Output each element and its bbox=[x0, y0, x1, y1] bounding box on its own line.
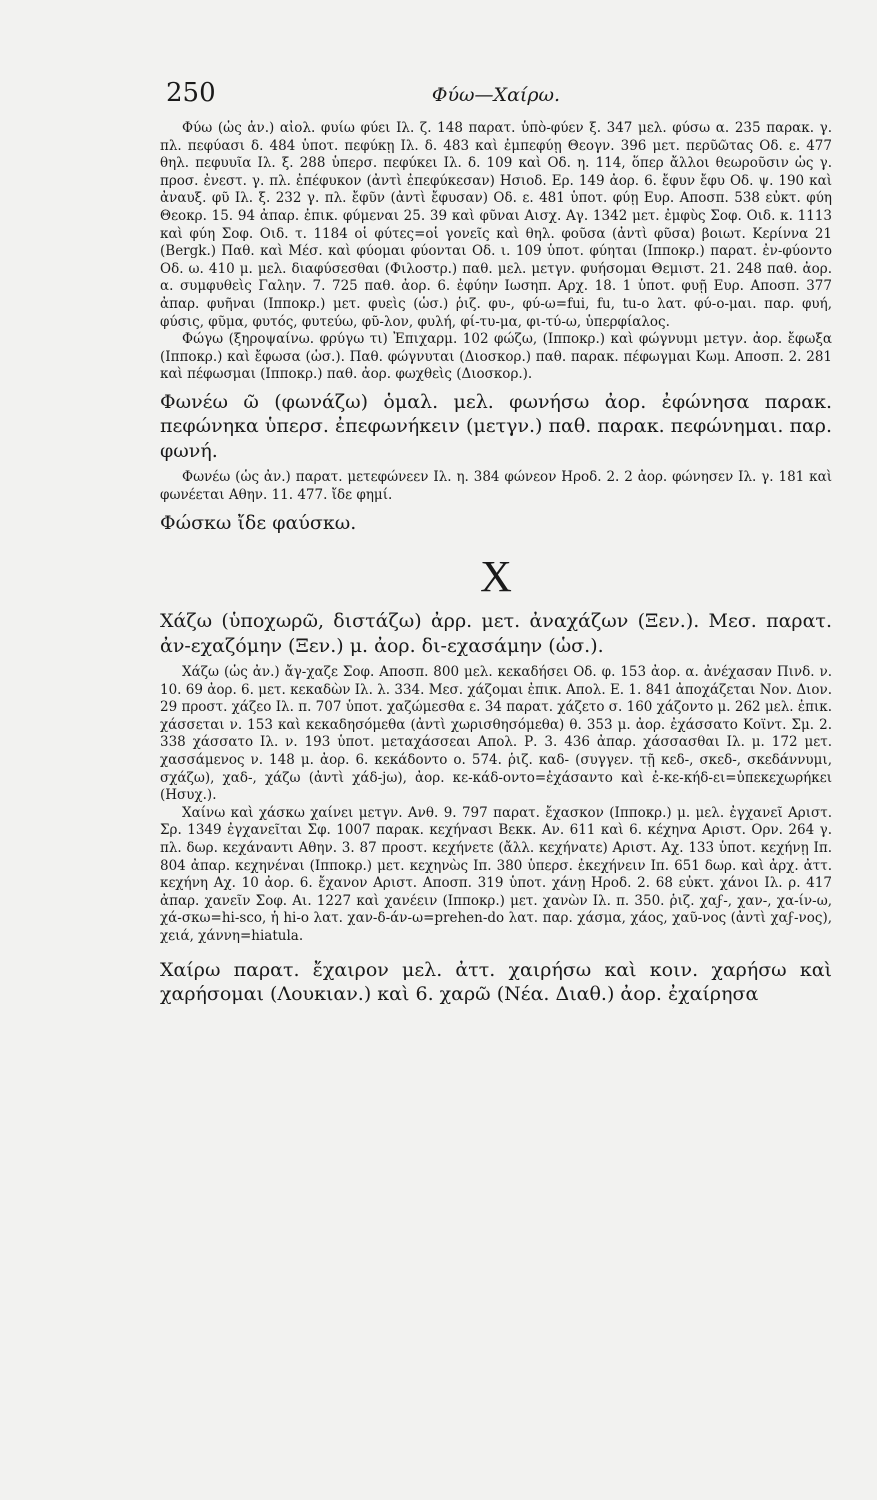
page-content bbox=[160, 78, 832, 1013]
running-head: Φύω—Χαίρω. bbox=[431, 84, 561, 106]
entry-chaino: Χαίνω καὶ χάσκω χαίνει μετγν. Ανθ. 9. 797 παρατ. ἔχασκον (Ιπποκρ.) μ. μελ. ἐγχανεῖ Αριστ. Σρ. 1349 ἐγχανεῖται Σφ. 1007 παρακ. κεχήνασι Βεκκ. Αν. 611 καὶ 6. κέχηνα Αριστ. Ορν. 264 γ. πλ. δωρ. κεχάναντι Αθην. 3. 87 προστ. κεχήνετε (ἄλλ. κεχήνατε) Αριστ. Αχ. 133 ὑποτ. κεχήνῃ Ιπ. 804 ἀπαρ. κεχηνέναι (Ιπποκρ.) μετ. κεχηνὼς Ιπ. 380 ὑπερσ. ἐκεχήνειν Ιπ. 651 δωρ. καὶ ἀρχ. ἀττ. κεχήνη Αχ. 10 ἀορ. 6. ἔχανον Αριστ. Αποσπ. 319 ὑποτ. χάνῃ Ηροδ. 2. 68 εὐκτ. χάνοι Ιλ. ρ. 417 ἀπαρ. χανεῖν Σοφ. Αι. 1227 καὶ χανέειν (Ιπποκρ.) μετ. χανὼν Ιλ. π. 350. ῥιζ. χαϝ-, χαν-, χα-ίν-ω, χά-σκω=hi-sco, ἡ hi-o λατ. χαν-δ-άν-ω=prehen-do λατ. παρ. χάσμα, χάος, χαῦ-νος (ἀντὶ χαϝ-νος), χειά, χάννη=hiatula. bbox=[160, 804, 832, 944]
entry-foneo-head: Φωνέω ῶ (φωνάζω) ὁμαλ. μελ. φωνήσω ἀορ. ἐφώνησα παρακ. πεφώνηκα ὑπερσ. ἐπεφωνήκειν (μετγν.) παθ. παρακ. πεφώνημαι. παρ. φωνή. bbox=[160, 390, 832, 462]
entry-chazo: Χάζω (ὡς ἀν.) ἄγ-χαζε Σοφ. Αποσπ. 800 μελ. κεκαδήσει Οδ. φ. 153 ἀορ. α. ἀνέχασαν Πινδ. ν. 10. 69 ἀορ. 6. μετ. κεκαδὼν Ιλ. λ. 334. Μεσ. χάζομαι ἐπικ. Απολ. Ε. 1. 841 ἀποχάζεται Νον. Διον. 29 προστ. χάζεο Ιλ. π. 707 ὑποτ. χαζώμεσθα ε. 34 παρατ. χάζετο σ. 160 χάζοντο μ. 262 μελ. ἐπικ. χάσσεται ν. 153 καὶ κεκαδησόμεθα (ἀντὶ χωρισθησόμεθα) θ. 353 μ. ἀορ. ἐχάσσατο Κοϊντ. Σμ. 2. 338 χάσσατο Ιλ. ν. 193 ὑποτ. μεταχάσσεαι Απολ. Ρ. 3. 436 ἀπαρ. χάσσασθαι Ιλ. μ. 172 μετ. χασσάμενος ν. 148 μ. ἀορ. 6. κεκάδοντο ο. 574. ῥιζ. καδ- (συγγεν. τῇ κεδ-, σκεδ-, σκεδάννυμι, σχάζω), χαδ-, χάζω (ἀντὶ χάδ-jω), ἀορ. κε-κάδ-οντο=ἐχάσαντο καὶ ἐ-κε-κήδ-ει=ὑπεκεχωρήκει (Ησυχ.). bbox=[160, 664, 832, 804]
entry-fosko-head: Φώσκω ἴδε φαύσκω. bbox=[160, 511, 357, 534]
entry-chazo-head: Χάζω (ὑποχωρῶ, διστάζω) ἀρρ. μετ. ἀναχάζων (Ξεν.). Μεσ. παρατ. ἀν-εχαζόμην (Ξεν.) μ. ἀορ. δι-εχασάμην (ὡσ.). bbox=[160, 610, 832, 657]
entry-foneo: Φωνέω (ὡς ἀν.) παρατ. μετεφώνεεν Ιλ. η. 384 φώνεον Ηροδ. 2. 2 ἀορ. φώνησεν Ιλ. γ. 181 καὶ φωνέεται Αθην. 11. 477. ἴδε φημί. bbox=[160, 469, 832, 503]
entry-fyo: Φύω (ὡς ἀν.) αἰολ. φυίω φύει Ιλ. ζ. 148 παρατ. ὑπὸ-φύεν ξ. 347 μελ. φύσω α. 235 παρακ. γ. πλ. πεφύασι δ. 484 ὑποτ. πεφύκῃ Ιλ. δ. 483 καὶ ἐμπεφύῃ Θεογν. 396 μετ. περῦῶτας Οδ. ε. 477 θηλ. πεφυυῖα Ιλ. ξ. 288 ὑπερσ. πεφύκει Ιλ. δ. 109 καὶ Οδ. η. 114, ὅπερ ἄλλοι θεωροῦσιν ὡς γ. προσ. ἐνεστ. γ. πλ. ἐπέφυκον (ἀντὶ ἐπεφύκεσαν) Ησιοδ. Ερ. 149 ἀορ. 6. ἔφυν ἔφυ Οδ. ψ. 190 καὶ ἀναυξ. φῦ Ιλ. ξ. 232 γ. πλ. ἔφῦν (ἀντὶ ἔφυσαν) Οδ. ε. 481 ὑποτ. φύῃ Ευρ. Αποσπ. 538 εὐκτ. φύη Θεοκρ. 15. 94 ἀπαρ. ἐπικ. φύμεναι 25. 39 καὶ φῦναι Αισχ. Αγ. 1342 μετ. ἐμφὺς Σοφ. Οιδ. κ. 1113 καὶ φύη Σοφ. Οιδ. τ. 1184 οἱ φύτες=οἱ γονεῖς καὶ θηλ. φοῦσα (ἀντὶ φῦσα) βοιωτ. Κερίννα 21 (Bergk.) Παθ. καὶ Μέσ. καὶ φύομαι φύονται Οδ. ι. 109 ὑποτ. φύηται (Ιπποκρ.) παρατ. ἐν-φύοντο Οδ. ω. 410 μ. μελ. διαφύσεσθαι (Φιλοστρ.) παθ. μελ. μετγν. φυήσομαι Θεμιστ. 21. 248 παθ. ἀορ. α. συμφυθεὶς Γαλην. 7. 725 παθ. ἀορ. 6. ἐφύην Ιωσηπ. Αρχ. 18. 1 ὑποτ. φυῇ Ευρ. Αποσπ. 377 ἀπαρ. φυῆναι (Ιπποκρ.) μετ. φυεὶς (ὡσ.) ῥιζ. φυ-, φύ-ω=fui, fu, tu-o λατ. φύ-ο-μαι. παρ. φυή, φύσις, φῦμα, φυτός, φυτεύω, φῦ-λον, φυλή, φί-τυ-μα, φι-τύ-ω, ὑπερφίαλος. bbox=[160, 120, 832, 330]
section-letter-chi: Χ bbox=[480, 552, 512, 602]
page-number: 250 bbox=[166, 78, 216, 108]
entry-fogo: Φώγω (ξηροψαίνω. φρύγω τι) Ἐπιχαρμ. 102 φώζω, (Ιπποκρ.) καὶ φώγνυμι μετγν. ἀορ. ἔφωξα (Ιπποκρ.) καὶ ἔφωσα (ὡσ.). Παθ. φώγνυται (Διοσκορ.) παθ. παρακ. πέφωγμαι Κωμ. Αποσπ. 2. 281 καὶ πέφωσμαι (Ιπποκρ.) παθ. ἀορ. φωχθεὶς (Διοσκορ.). bbox=[160, 331, 832, 383]
page-header bbox=[160, 78, 832, 120]
entry-chairo-head: Χαίρω παρατ. ἔχαιρον μελ. ἀττ. χαιρήσω καὶ κοιν. χαρήσω καὶ χαρήσομαι (Λουκιαν.) καὶ 6. χαρῶ (Νέα. Διαθ.) ἀορ. ἐχαίρησα bbox=[160, 958, 832, 1006]
